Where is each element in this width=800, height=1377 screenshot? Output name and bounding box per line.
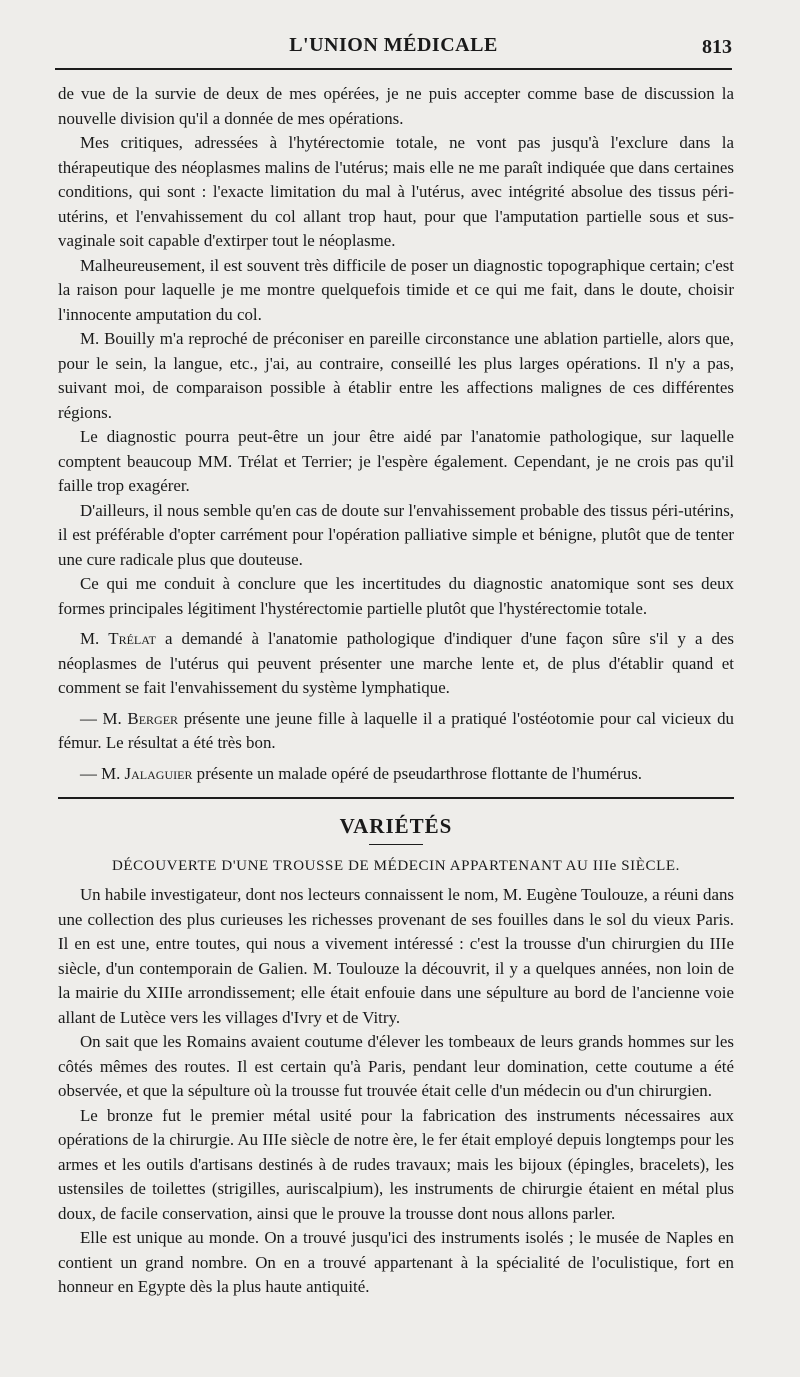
paragraph: Elle est unique au monde. On a trouvé jusqu'ici des instruments isolés ; le musée de Naples en contient un grand nombre. On en a trouvé appartenant à la spécialité de l'oculistique, fort en honneur en Egypte dès la plus haute antiquité. [58,1228,734,1296]
section-subtitle: DÉCOUVERTE D'UNE TROUSSE DE MÉDECIN APPARTENANT AU IIIe SIÈCLE. [111,858,680,874]
article-body [58,82,734,1300]
section-title: VARIÉTÉS [339,814,453,838]
berger-name: Berger [127,708,179,728]
trelat-prefix: M. [79,629,109,648]
running-header [55,32,732,70]
journal-title: L'UNION MÉDICALE [289,34,498,56]
jalaguier-text: présente un malade opéré de pseudarthrose flottante de l'humérus. [192,763,642,783]
paragraph: de vue de la survie de deux de mes opérées, je ne puis accepter comme base de discussion la nouvelle division qu'il a donnée de mes opérations. [58,84,734,128]
trelat-paragraph [58,627,734,701]
paragraph: D'ailleurs, il nous semble qu'en cas de doute sur l'envahissement probable des tissus péri-utérins, il est préférable d'opter carrément pour l'opération palliative simple et bénigne, plutôt que de tenter une cure radicale plus que douteuse. [58,500,734,569]
section-divider [58,797,734,799]
paragraph: Mes critiques, adressées à l'hytérectomie totale, ne vont pas jusqu'à l'exclure dans la thérapeutique des néoplasmes malins de l'utérus; mais elle ne me paraît indiquée que dans certaines conditions, qui sont : l'exacte limitation du mal à l'utérus, avec intégrité absolue des tissus péri-utérins, et l'envahissement du col allant trop haut, pour que l'amputation partielle sous et sus-vaginale soit capable d'extirper tout le néoplasme. [58,133,734,250]
jalaguier-paragraph [58,762,734,787]
trelat-name: Trélat [108,629,156,648]
paragraph: Le bronze fut le premier métal usité pour la fabrication des instruments nécessaires aux opérations de la chirurgie. Au IIIe siècle de notre ère, le fer était employé depuis longtemps pour les armes et les outils d'artisans destinés à de rudes travaux; mais les bijoux (épingles, bracelets), les ustensiles de toilettes (strigilles, auriscalpium), les instruments de chirurgie étaient en métal plus doux, de facile conservation, ainsi que le prouve la trousse dont nous allons parler. [58,1105,734,1223]
paragraph: Un habile investigateur, dont nos lecteurs connaissent le nom, M. Eugène Toulouze, a réuni dans une collection des plus curieuses les richesses provenant de ses fouilles dans le sol du vieux Paris. Il en est une, entre toutes, qui nous a vivement intéressé : c'est la trousse d'un chirurgien du IIIe siècle, d'un contemporain de Galien. M. Toulouze la découvrit, il y a quelques années, non loin de la mairie du XIIIe arrondissement; elle était enfouie dans une sépulture au bord de l'ancienne voie allant de Lutèce vers les villages d'Ivry et de Vitry. [58,885,734,1027]
berger-text: présente une jeune fille à laquelle il a pratiqué l'ostéotomie pour cal vicieux du fémur. Le résultat a été très bon. [58,708,734,752]
title-underline [369,844,423,845]
jalaguier-prefix: — M. [79,763,125,783]
berger-paragraph [58,707,734,756]
jalaguier-name: Jalaguier [124,763,193,783]
paragraph: M. Bouilly m'a reproché de préconiser en pareille circonstance une ablation partielle, alors que, pour le sein, la langue, etc., j'ai, au contraire, conseillé les plus larges opérations. Il n'y a pas, suivant moi, de comparaison possible à établir entre les affections malignes de ces différentes régions. [58,329,734,422]
paragraph: On sait que les Romains avaient coutume d'élever les tombeaux de leurs grands hommes sur les côtés mêmes des routes. Il est certain qu'à Paris, pendant leur domination, cette coutume a été observée, et que la sépulture où la trousse fut trouvée était celle d'un médecin ou d'un chirurgien. [58,1032,734,1100]
trelat-text: a demandé à l'anatomie pathologique d'indiquer d'une façon sûre s'il y a des néoplasmes de l'utérus qui peuvent présenter une marche lente et, de plus d'établir quand et comment se fait l'envahissement du système lymphatique. [58,629,735,697]
paragraph: Malheureusement, il est souvent très difficile de poser un diagnostic topographique certain; c'est la raison pour laquelle je me montre quelquefois timide et ce qui me fait, dans le doute, choisir l'innocente amputation du col. [58,255,734,324]
berger-prefix: — M. [79,708,128,728]
paragraph: Ce qui me conduit à conclure que les incertitudes du diagnostic anatomique sont ses deux formes principales légitiment l'hystérectomie partielle plutôt que l'hystérectomie totale. [58,574,734,618]
paragraph: Le diagnostic pourra peut-être un jour être aidé par l'anatomie pathologique, sur laquelle comptent beaucoup MM. Trélat et Terrier; je l'espère également. Cependant, je ne crois pas qu'il faille trop exagérer. [58,427,734,495]
page-number: 813 [702,36,732,58]
